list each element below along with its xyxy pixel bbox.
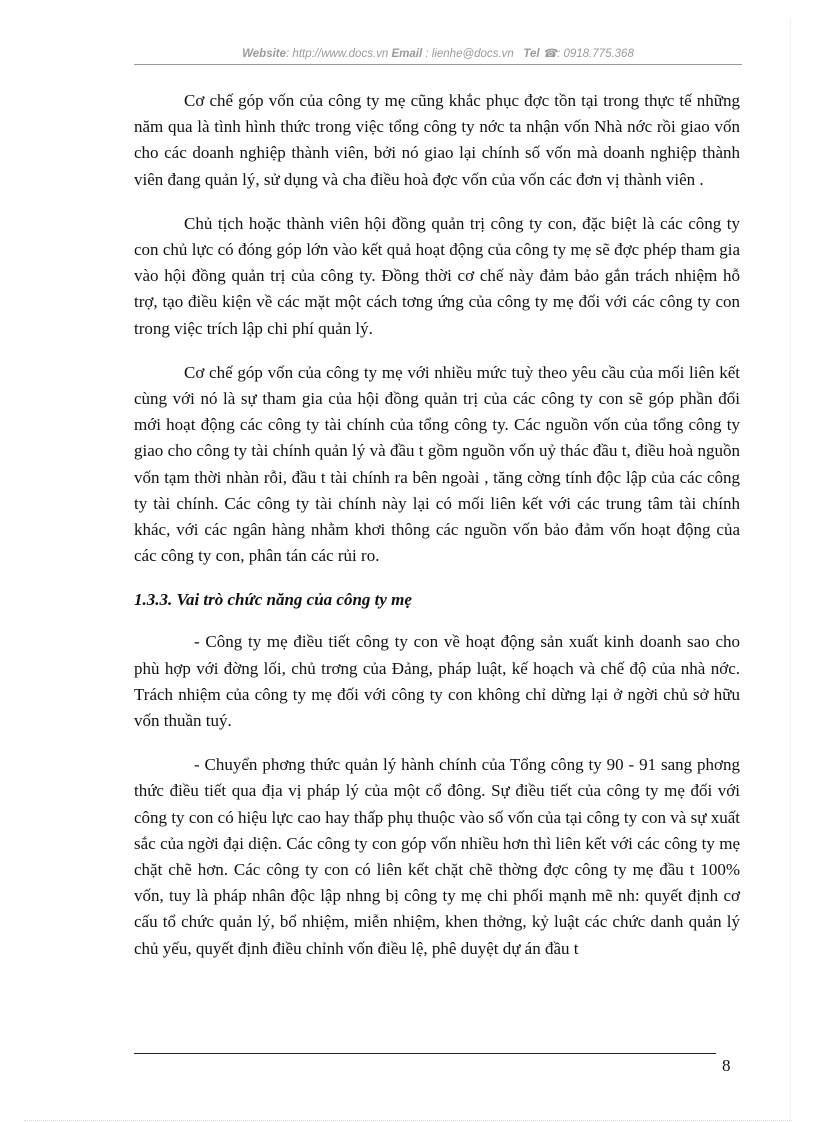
email-label: Email bbox=[391, 48, 423, 60]
section-paragraph-2: - Chuyển phơng thức quản lý hành chính của Tổng công ty 90 - 91 sang phơng thức điều tiết qua địa vị pháp lý của một cổ đông. Sự điều tiết của công ty mẹ đối với công ty con có hiệu lực cao hay thấp phụ thuộc vào số vốn của tại công ty con và sự xuất sắc của ngời đại diện. Các công ty con góp vốn nhiều hơn thì liên kết với các công ty mẹ chặt chẽ hơn. Các công ty con có liên kết chặt chẽ thờng đợc công ty mẹ đầu t 100% vốn, tuy là pháp nhân độc lập nhng bị công ty mẹ chi phối mạnh mẽ nh: quyết định cơ cấu tổ chức quản lý, bổ nhiệm, miễn nhiệm, khen thởng, kỷ luật các chức danh quản lý chủ yếu, quyết định điều chỉnh vốn điều lệ, phê duyệt dự án đầu t bbox=[134, 755, 740, 958]
page-number: 8 bbox=[722, 1056, 731, 1075]
section-heading: 1.3.3. Vai trò chức năng của công ty mẹ bbox=[134, 590, 412, 610]
website-label: Website bbox=[242, 48, 287, 60]
footer-divider bbox=[134, 1053, 716, 1054]
page-edge-right bbox=[790, 20, 791, 1120]
phone-icon: ☎ bbox=[542, 48, 558, 60]
page-content bbox=[134, 88, 740, 962]
section-paragraph-1: - Công ty mẹ điều tiết công ty con về hoạt động sản xuất kinh doanh sao cho phù hợp với đờng lối, chủ trơng của Đảng, pháp luật, kế hoạch và chế độ của nhà nớc. Trách nhiệm của công ty mẹ đối với công ty con không chỉ dừng lại ở ngời chủ sở hữu vốn thuần tuý. bbox=[134, 632, 740, 731]
paragraph-3: Cơ chế góp vốn của công ty mẹ với nhiều mức tuỳ theo yêu cầu của mối liên kết cùng với nó là sự tham gia của hội đồng quản trị của các công ty con sẽ góp phần đổi mới hoạt động các công ty tài chính của tổng công ty. Các nguồn vốn của tổng công ty giao cho công ty tài chính quản lý và đầu t gồm nguồn vốn uỷ thác đầu t, điều hoà nguồn vốn tạm thời nhàn rỗi, đầu t tài chính ra bên ngoài , tăng cờng tính độc lập của các công ty tài chính. Các công ty tài chính này lại có mối liên kết với các trung tâm tài chính khác, với các ngân hàng nhằm khơi thông các nguồn vốn bảo đảm vốn hoạt động của các công ty con, phân tán các rủi ro. bbox=[134, 362, 740, 566]
paragraph-1: Cơ chế góp vốn của công ty mẹ cũng khắc phục đợc tồn tại trong thực tế những năm qua là tình hình thức trong việc tổng công ty nớc ta nhận vốn Nhà nớc rồi giao vốn cho các doanh nghiệp thành viên, bởi nó giao lại chính số vốn mà doanh nghiệp thành viên đang quản lý, sử dụng và cha điều hoà đợc vốn của vốn các đơn vị thành viên . bbox=[134, 91, 740, 189]
page-header bbox=[134, 46, 742, 65]
tel-value: : 0918.775.368 bbox=[557, 48, 634, 60]
email-value: : lienhe@docs.vn bbox=[422, 48, 514, 60]
paragraph-2: Chủ tịch hoặc thành viên hội đồng quản trị công ty con, đặc biệt là các công ty con chủ lực có đóng góp lớn vào kết quả hoạt động của công ty mẹ sẽ đợc phép tham gia vào hội đồng quản trị của công ty. Đồng thời cơ chế này đảm bảo gắn trách nhiệm hỗ trợ, tạo điều kiện về các mặt một cách tơng ứng của công ty mẹ đối với các công ty con trong việc trích lập chi phí quản lý. bbox=[134, 213, 740, 338]
website-value: : http://www.docs.vn bbox=[286, 48, 389, 60]
tel-label: Tel bbox=[523, 48, 540, 60]
page-edge-bottom bbox=[24, 1120, 792, 1121]
